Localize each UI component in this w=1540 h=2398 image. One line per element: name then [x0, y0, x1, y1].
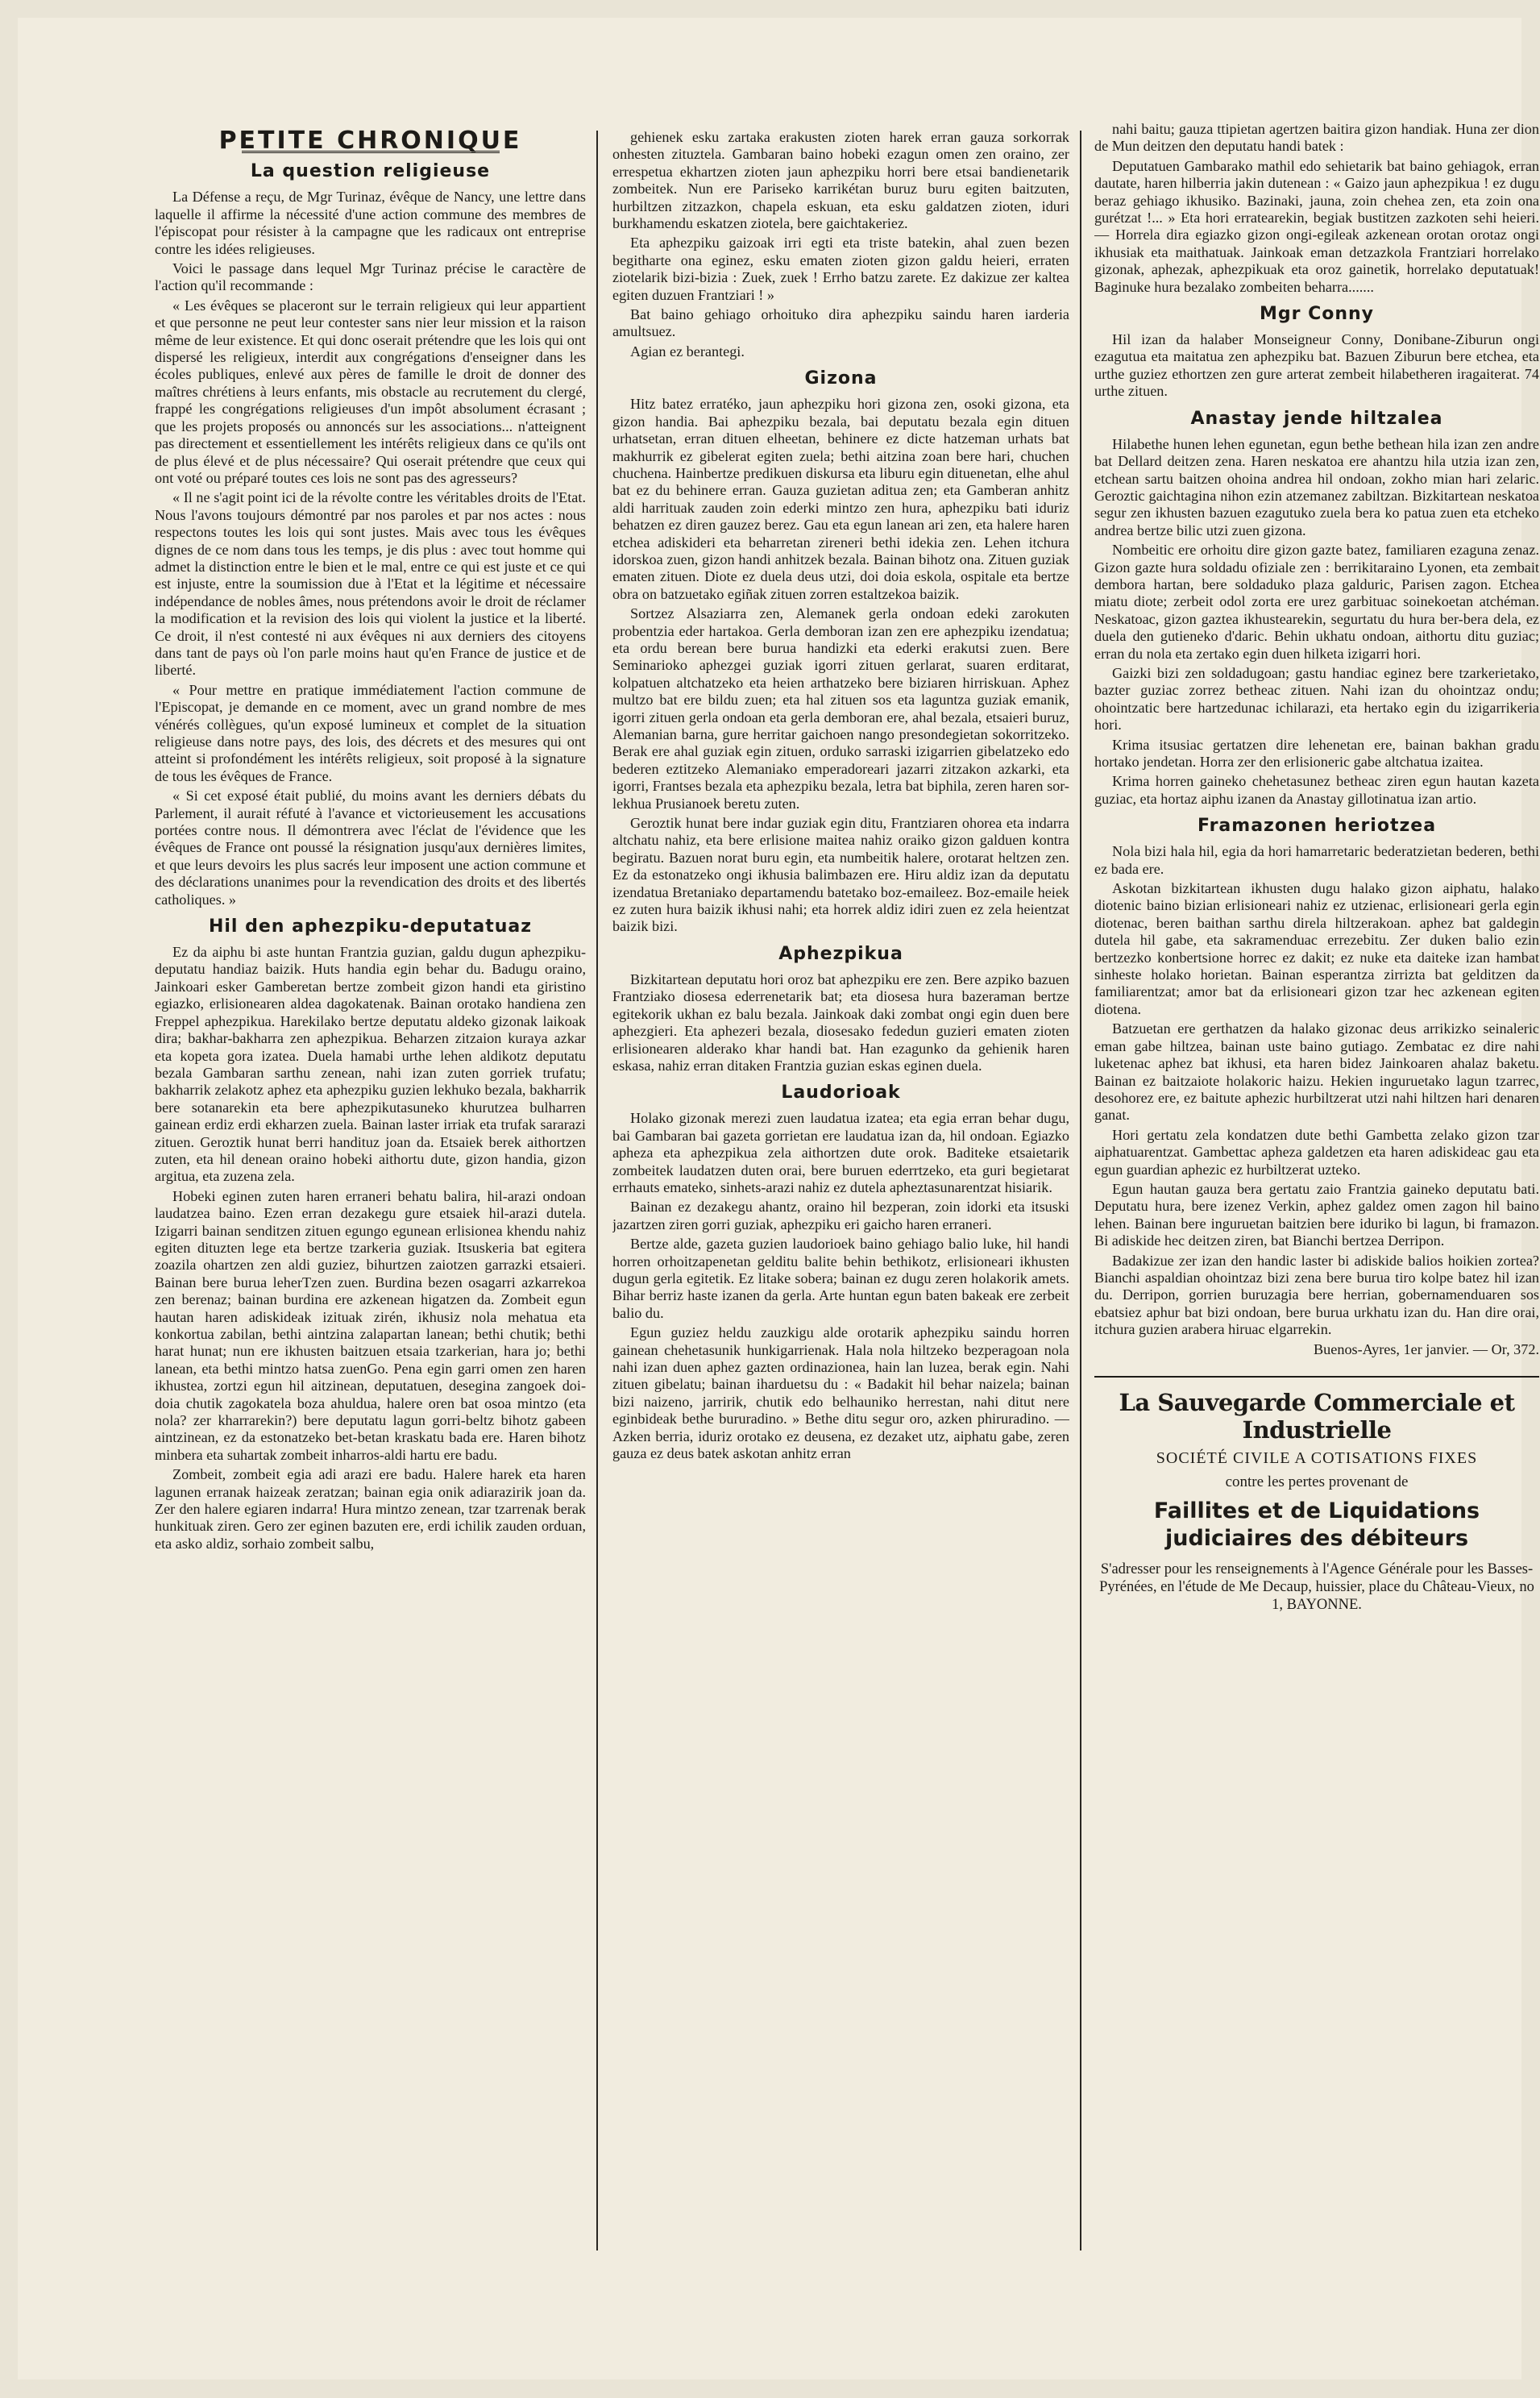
paragraph: Zombeit, zombeit egia adi arazi ere badu. Halere harek eta haren lagunen erranak haizeak zeratzan; bainan egia onik adiarazirik joan da. Zer den halere egiaren indarra! Hura mintzo zenean, tzar tzarrenak berak hunkituak ziren. Gero zer eginen bazuten ere, erdi ichilik zauden orduan, eta asko aldiz, sorhaio zombeit salbu,	[155, 1466, 586, 1552]
signature: Buenos-Ayres, 1er janvier. — Or, 372.	[1314, 1340, 1539, 1357]
paragraph: Bertze alde, gazeta guzien laudorioek baino gehiago balio luke, hil handi horren orhoitzapenetan gelditu balite behin bethikotz, erlisioneari ikhusten dugun gerla egitetik. Ez litake sobera; bainan ez dugu zeren holakorik amets. Bihar berriz haste izanen da gerla. Arte huntan egun baten bakeak ere zerbeit balio du.	[612, 1236, 1069, 1321]
section-title: Laudorioak	[781, 1083, 901, 1103]
paragraph: Hilabethe hunen lehen egunetan, egun bethe bethean hila izan zen andre bat Dellard deitzen zena. Haren neskatoa ere ahantzu hila utzia izan zen, etchean sartu baitzen ohoina andrea hil ondoan, zokho mian hari zelaric. Geroztic gaichtagina nihon ezin atzemanez zabiltzan. Bizkitartean neskatoa segur zen ikhusten bazuen ezagutuko zuela bera ko patua zuen eta etcheko andrea bertze bilic utzi zuen gizona.	[1094, 435, 1539, 538]
paragraph: Gaizki bizi zen soldadugoan; gastu handiac eginez bere tzarkerietako, bazter guziac zorrez betheac zituen. Nahi izan du ohointzaz ondu; ohointzatic bere hartzedunac ichilarazi, eta hertako egin du izigarrikeria hori.	[1094, 664, 1539, 734]
section-title: Aphezpikua	[778, 943, 903, 964]
section-title: Framazonen heriotzea	[1197, 816, 1437, 837]
paragraph: « Pour mettre en pratique immédiatement l'action commune de l'Episcopat, je demande en ce moment, avec un grand nombre de mes vénérés collègues, qu'un exposé lumineux et complet de la situation religieuse dans notre pays, des lois, des décrets et des mesures qui ont atteint si profondément les intérêts religieux, soit proposé à la signature de tous les évêques de France.	[155, 681, 586, 784]
paragraph: Batzuetan ere gerthatzen da halako gizonac deus arrikizko seinaleric eman gabe hiltzea, bainan uste baino gutiago. Zembatac ez dire nahi luketenac aphez bat ikhusi, eta haren bidez Jainkoaren ahalaz baketu. Bainan ez baitzaiote holakoric haizu. Hekien inguruetako lagun tzarrec, desohorez ere, ez baitute aphezic hurbiltzerat utzi nahi hiltzen hari denaren ganat.	[1094, 1020, 1539, 1124]
paragraph: Hobeki eginen zuten haren erraneri behatu balira, hil-arazi ondoan laudatzea baino. Ezen erran dezakegu gure etsaiek hil-arazi dutela. Izigarri bainan senditzen zituen egungo egunean erlisionea khendu nahiz egiten dituzten lege eta bertze tzarkeria guziak. Itsuskeria bat egitera zoazila ohartzen zen aldi guziez, bihurtzen zaiotzen garrazki etsaieri. Bainan bere burua leherTzen zuen. Burdina bezen osagarri azkarrekoa zen berenaz; bainan burdina ere azkenean higatzen da. Zombeit egun hautan haren adiskideak izituak zirén, ikhusiz nola mehatua eta konkortua zabilan, bethi aintzina zalapartan lanean; bethi chutik; bethi harat hunat; nun ere ikhusten baitzuen etsaia tzarkerian, hara jo; bethi lanean, eta bethi mintzo hatsa zuenGo. Pena egin garri omen zen haren ikhustea, zortzi egun hil aitzinean, deputatuen, desegina zangoek doi-doia chutik zagokatela boza ahuldua, halere oren bat osoa mintzo (eta nola? zer kharrarekin?) bere deputatu lagun gorri-beltz bihotz gabeen aintzinean, ez da estonatzeko bet-betan kraskatu bada ere. Haren bihotz minbera eta suhartak zombeit inharros-aldi hartu ere badu.	[155, 1187, 586, 1463]
paragraph: « Il ne s'agit point ici de la révolte contre les véritables droits de l'Etat. Nous l'avons toujours démontré par nos paroles et par nos actes : nous respectons toutes les lois qui sont justes. Mais avec tous les évêques dignes de ce nom dans tous les temps, je dis plus : avec tout homme qui admet la distinction entre le bien et le mal, entre ce qui est juste et ce qui est injuste, entre la soumission due à l'Etat et la légitime et nécessaire indépendance de nobles âmes, nous prétendons avoir le droit de réclamer la modification et la revision des lois qui violent la justice et la liberté. Ce droit, il n'est contesté ni aux évêques ni aux derniers des citoyens dans tant de pays où l'on parle moins haut qu'en France de justice et de liberté.	[155, 489, 586, 679]
paragraph: Bainan ez dezakegu ahantz, oraino hil bezperan, zoin idorki eta itsuski jazartzen ziren gorri guziak, aphezpiku eri gaicho haren erraneri.	[612, 1199, 1069, 1232]
newspaper-page	[18, 18, 1539, 2379]
paragraph: Krima horren gaineko chehetasunez betheac ziren egun hautan kazeta guziac, eta hortaz aiphu izanen da Anastay gillotinatua izan artio.	[1094, 773, 1539, 807]
paragraph: nahi baitu; gauza ttipietan agertzen baitira gizon handiak. Huna zer dion de Mun deitzen den deputatu handi batek :	[1094, 121, 1539, 155]
column-1	[155, 129, 586, 2370]
column-divider	[1080, 131, 1081, 2250]
column-3	[1094, 121, 1539, 2362]
column-2	[612, 129, 1069, 2370]
ad-contact: S'adresser pour les renseignements à l'Agence Générale pour les Basses-Pyrénées, en l'étude de Me Decaup, huissier, place du Château-Vieux, no 1, BAYONNE.	[1099, 1561, 1534, 1613]
paragraph: Krima itsusiac gertatzen dire lehenetan ere, bainan bakhan gradu hortako jendetan. Horra zer den erlisioneric gabe altchatua izaitea.	[1094, 736, 1539, 770]
paragraph: Geroztik hunat bere indar guziak egin ditu, Frantziaren ohorea eta indarra altchatu nahiz, eta bere erlisione maitea nahiz oraiko gizon galduen kontra begiratu. Bazuen norat buru egin, eta numbeitik halere, orotarat heltzen zen. Ez da estonatzeko ongi ikhusia balimbazen ere. Hiru aldiz izan da deputatu izendatua Bretaniako departamendu batetako boz-emaileez. Boz-emaile heiek ez zuten hura baizik ikhusi nahi; eta horrek aldiz idiri zuen ez zela heientzat baizik bizi.	[612, 815, 1069, 935]
paragraph: Deputatuen Gambarako mathil edo sehietarik bat baino gehiagok, erran dautate, haren hilberria jakin dutenean : « Gaizo jaun aphezpikua ! ez dugu beraz gehiago ikhusiko. Bazinaki, jauna, zoin chehea zen, eta zoin ona gurétzat !... » Eta hori erratearekin, begiak bustitzen zazkoten sehi heieri. — Horrela dira egiazko gizon ongi-egileak azkenean orotan orotaz ongi ikhusiak eta maithatuak. Jainkoak eman detzazkola Frantziari horrelako gizonak, aphezak, aphezpikuak eta oroz gainetik, horrelako deputatuak! Baginuke hura bezalako zombeiten beharra.......	[1094, 157, 1539, 295]
paragraph: Eta aphezpiku gaizoak irri egti eta triste batekin, ahal zuen bezen begitharte ona eginez, esku ematen zioten gizon galdu heieri, erraten ziotelarik bizi-bizia : Zuek, zuek ! Errho batzu zarete. Ez dakizue zer kaltea egiten duzuen Frantziari ! »	[612, 235, 1069, 303]
paragraph: « Si cet exposé était publié, du moins avant les derniers débats du Parlement, il aurait réfuté à l'avance et victorieusement les accusations portées contre nous. Il démontrera avec l'éclat de l'évidence que les évêques de France ont poussé la résignation jusqu'aux dernières limites, et que leurs devoirs les plus sacrés leur imposent une action commune et des déclarations unanimes pour la revendication des droits et des libertés catholiques. »	[155, 788, 586, 908]
paragraph: Agian ez berantegi.	[630, 343, 745, 359]
paragraph: Bat baino gehiago orhoituko dira aphezpiku saindu haren iarderia amultsuez.	[612, 306, 1069, 340]
paragraph: Hitz batez erratéko, jaun aphezpiku hori gizona zen, osoki gizona, eta gizon handia. Bai aphezpiku bezala, bai deputatu bezala egin dituen urhatsetan, erran dituen elheetan, behinere ez dicte hatzeman urhats bat makhurrik ez gibelerat egiten zuela; bethi aitzina zoan bere hari, chuchen chuchena. Hainbertze predikuen diskursa eta liburu egin dituenetan, elhe ahul bat ez du behinere erran. Gauza guzietan aditua zen; eta Gamberan anhitz aldi harrituak zauden zoin ederki mintzo zen hura, aphezpiku bati iduriz behatzen ez diren gauzez berez. Gau eta egun lanean ari zen, eta halere haren etchea adiskideri eta beharretan zireneri bethi idekia zen. Lehen itchura idorskoa zuen, gizon handi anhitzek bezala. Bainan bihotz ona. Zituen guziak ematen zituen. Diote ez duela deus utzi, doi doia eskola, ospitale eta bertze obra on batzuetako egiñak zituen zorren estaltzekoa baizik.	[612, 396, 1069, 602]
paragraph: Hil izan da halaber Monseigneur Conny, Donibane-Ziburun ongi ezagutua eta maitatua zen aphezpiku bat. Bazuen Ziburun bere etchea, eta urthe guziez ethortzen zen gure arterat zembeit hilabetheren iragaiterat. 74 urthe zituen.	[1094, 331, 1539, 400]
section-title: Anastay jende hiltzalea	[1190, 408, 1443, 429]
paragraph: gehienek esku zartaka erakusten zioten harek erran gauza sorkorrak onhesten zituztela. Gambaran baino hobeki ezagun omen zen oraino, zer errespetua ekhartzen zioten jaun aphezpiku horri bere etsai bandienetarik zombeitek. Nun ere Pariseko karrikétan buruz buru egiten baitzuten, hurbiltzen zitzazkon, chapela eskuan, eta esku galdatzen zioten, iduri burkhamendu eskatzen ziotela, bere gaichtakeriez.	[612, 129, 1069, 232]
paragraph: Nola bizi hala hil, egia da hori hamarretaric bederatzietan bederen, bethi ez bada ere.	[1094, 843, 1539, 877]
ad-headline: Faillites et de Liquidations judiciaires des débiteurs	[1153, 1498, 1480, 1551]
section-title: Hil den aphezpiku-deputatuaz	[208, 916, 533, 937]
ad-subtitle: SOCIÉTÉ CIVILE A COTISATIONS FIXES	[1156, 1449, 1478, 1467]
paragraph: Egun guziez heldu zauzkigu alde orotarik aphezpiku saindu horren gainean chehetasunik hunkigarrienak. Hala nola hiltzeko bezperagoan nola nahi izan duen aphez gazten ordinazionea, hain lan luzea, berak egin. Nahi zituen gibelatu; bainan iharduetsu du : « Badakit hil behar naizela; bainan bizi naizeno, jarririk, chutik edo belhauniko herrestan, nahi ditut nere eginbideak bethe bururadino. » Bethe ditu segur oro, azken phiruradino. — Azken berria, iduriz orotako ez deusena, ez dezaket utz, aiphatu gabe, zeren gauza ez deus batek askotan anhitz erran	[612, 1324, 1069, 1462]
paragraph: Egun hautan gauza bera gertatu zaio Frantzia gaineko deputatu bati. Deputatu hura, bere izenez Verkin, aphez galdez omen zagon hil baino lehen. Bainan bere inguruetan baitzien bere iduriko bi lagun, bi framazon. Bi adiskide hec deitzen ziren, bat Bianchi bertzea Derripon.	[1094, 1180, 1539, 1249]
paragraph: Hori gertatu zela kondatzen dute bethi Gambetta zelako gizon tzar aiphatuarentzat. Gambettac apheza galdetzen eta haren adiskideac gau eta egun guardian aphezic ez hurbiltzerat uzteko.	[1094, 1126, 1539, 1178]
paragraph: Badakizue zer izan den handic laster bi adiskide balios hoikien zortea? Bianchi aspaldian ohointzaz bizi zena bere burua tiro kolpe batez hil izan du. Derripon, gorrien buruzagia bere herrian, gobernamenduaren sos ebatsiez aphur bat bizi ondoan, bere burua urkhatu izan du. Han dire orai, itchura guzien arabera hiruac elgarrekin.	[1094, 1252, 1539, 1338]
section-title: La question religieuse	[250, 161, 491, 182]
paragraph: « Les évêques se placeront sur le terrain religieux qui leur appartient et que personne ne peut leur contester sans nier leur mission et la raison même de leur existence. Et qui donc oserait prétendre que les lois qui ont dispersé les religieux, interdit aux congrégations d'enseigner dans les écoles publiques, enlevé aux pères de famille le droit de donner des maîtres chrétiens à leurs enfants, mis obstacle au recrutement du clergé, frappé les congrégations religieuses d'un impôt absolument écrasant ; que les projets proposés ou annoncés sur les associations... n'atteignent pas directement et essentiellement les intérêts religieux dans ce qu'ils ont de plus élevé et de plus nécessaire? Qui oserait prétendre que ceux qui ont voté ou préparé toutes ces lois ne sont pas des agresseurs?	[155, 297, 586, 486]
chronicle-title: PETITE CHRONIQUE	[218, 129, 522, 155]
paragraph: Bizkitartean deputatu hori oroz bat aphezpiku ere zen. Bere azpiko bazuen Frantziako diosesa ederrenetarik bat; eta diosesa hura bazeraman bertze egitekorik ukhan ez balu bezala. Jainkoak daki zombat ongi egin duen bere aphezgieri. Eta aphezeri bezala, diosesako fededun guzieri ematen zioten erlisionearen alderako khar handi bat. Han ezagunko da gehienik haren eskasa, nahiz erran ditaken Frantzia guzian eskas eginen duela.	[612, 970, 1069, 1074]
paragraph: Ez da aiphu bi aste huntan Frantzia guzian, galdu dugun aphezpiku-deputatu handiaz baizik. Huts handia egin behar du. Badugu oraino, Jainkoari esker Gamberetan bertze zombeit gizon handi eta giristino egiazko, erlisionearen aldea dagokatenak. Bainan orotako handiena zen Freppel aphezpikua. Harekilako bertze deputatu aldeko gizonak laikoak dira; bakhar-bakharra zen aphezpikua. Beharzen zitzaion kuraya azkar eta kopeta gora izatea. Duela hamabi urthe lehen aldikotz deputatu bezala Gambaran sarthu zenean, nahi izan zuten gorriek trufatu; bakharrik zelakotz aphez eta aphezpiku guzien lekhuko bezala, bakharrik bere sotanarekin eta bere aphezpikutasuneko khurutzea bulharren gainean erdiz erdi ekharzen zuela. Bainan laster irriak eta trufak sararazi zituen. Geroztik hunat berri handituz joan da. Etsaiek berek aithortzen zuten, eta hil denean oraino hobeki aithortu dute, gizon handia, gizon argitua, eta zuzena zela.	[155, 944, 586, 1185]
paragraph: Askotan bizkitartean ikhusten dugu halako gizon aiphatu, halako diotenic baino bizian erlisioneari nahiz ez utzienac, erlisioneari gerla egin diotenac, beren baithan sarthu direla hiltzerakoan. aphez bat galdegin dutela hil gabe, eta sakramenduac errezebitu. Zer duken balio ezin bertzezko konbertsione horrec ez dakit; ez nuke eta daiteke izan hambat sinheste holako horietan. Bainan esperantza zirrizta bat gelditzen da familiarentzat; amor bat da erlisioneari gizon tzar hec azkenean egiten diotena.	[1094, 880, 1539, 1017]
paragraph: Nombeitic ere orhoitu dire gizon gazte batez, familiaren ezaguna zenaz. Gizon gazte hura soldadu ofiziale zen : berrikitaraino Lyonen, eta zembait dembora hartan, bere soldaduko plaza galduric, Parisen zagon. Etchea miatu diote; zerbeit odol zorta ere urez garbituac soinekoetan atchéman. Neskatoac, gizon gaztea ikhustearekin, segurtatu du hura ber-bera dela, ez duela den gutieneko d'daric. Behin ukhatu ondoan, aithortu ditu guziac; erran du nola eta zertako egin duen hilketa izigarri hori.	[1094, 542, 1539, 662]
section-title: Mgr Conny	[1259, 304, 1375, 325]
ad-line: contre les pertes provenant de	[1225, 1473, 1409, 1491]
ad-title: La Sauvegarde Commerciale et Industrielle	[1119, 1389, 1515, 1444]
section-title: Gizona	[804, 368, 878, 389]
paragraph: Sortzez Alsaziarra zen, Alemanek gerla ondoan edeki zarokuten probentzia eder hartakoa. Gerla demboran izan zen ere aphezpiku izendatua; eta ordu berean bere burua handizki eta ederki erakutsi zuen. Bere Seminarioko aphezgei guziak igorri zituen gerlarat, suaren erditarat, kolpatuen altchatzeko eta heien arthatzeko bere biziaren hirriskuan. Aphez multzo bat ere bildu zuen; eta hal zituen sos eta laguntza guziak emanik, igorri zituen gerla ondoan eta gerla demboran ere, ahal bezala, etsaieri buruz, Alemanian barna, gure herritar gaichoen nango presondegietan sokorritzeko. Berak ere ahal guziak egin zituen, orduko sarraski izigarrien gibelatzeko edo bederen eztitzeko Alemaniako emperadoreari jazarri zitzakon azkarki, eta igorri, Frantses bezala eta aphezpiku bezala, letra bat biphila, zeren haren sor-lekhua Prusianoek beretu zuten.	[612, 605, 1069, 812]
advertisement	[1094, 1376, 1539, 1614]
paragraph: Voici le passage dans lequel Mgr Turinaz précise le caractère de l'action qu'il recommande :	[155, 260, 586, 294]
paragraph: Holako gizonak merezi zuen laudatua izatea; eta egia erran behar dugu, bai Gambaran bai gazeta gorrietan ere laudatua izan da, hil ondoan. Egiazko apheza eta aphezpikua zela aithortzen dute orok. Baditeke etsaietarik zombeitek laudatzen duten orai, bere buruen ederrtzeko, eta guri begietarat errhauts emateko, sinhets-arazi nahiz ez dutela apheztasunarentzat hisiarik.	[612, 1110, 1069, 1195]
column-divider	[596, 131, 598, 2250]
paragraph: La Défense a reçu, de Mgr Turinaz, évêque de Nancy, une lettre dans laquelle il affirme la nécessité d'une action commune des membres de l'épiscopat pour résister à la campagne que les radicaux ont entreprise contre les idées religieuses.	[155, 189, 586, 257]
